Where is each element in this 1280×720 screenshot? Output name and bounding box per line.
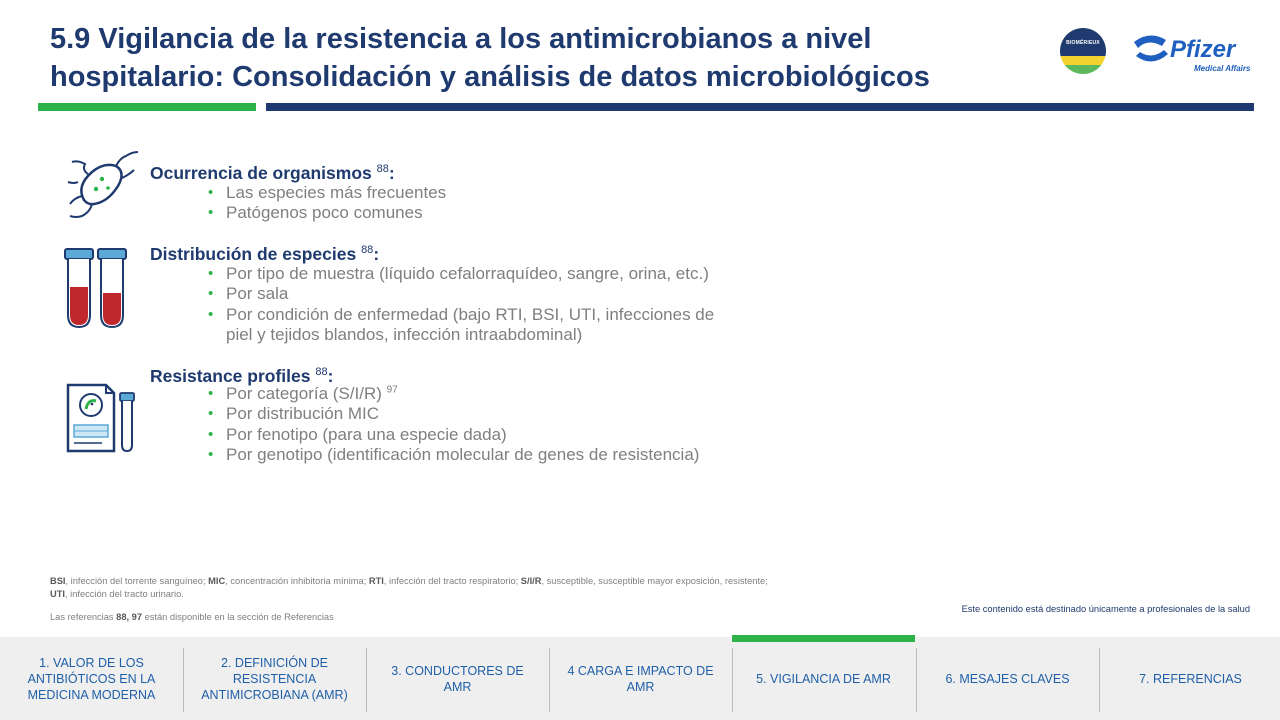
- pfizer-logo: [1130, 28, 1260, 78]
- section-species-distribution: [58, 243, 818, 353]
- section-navigation: [0, 637, 1280, 720]
- abbr-mic-def: , concentración inhibitoria mínima;: [225, 576, 369, 586]
- abbr-mic: MIC: [208, 576, 226, 586]
- nav-item-mensajes-claves[interactable]: [916, 637, 1099, 720]
- list-item: • Patógenos poco comunes: [208, 203, 446, 223]
- reference-superscript: 88: [315, 366, 328, 379]
- test-tubes-icon: [58, 243, 138, 333]
- page-title-line1: 5.9 Vigilancia de la resistencia a los antimicrobianos a nivel: [50, 23, 872, 55]
- biomerieux-logo-text: BIOMÉRIEUX: [1066, 40, 1100, 46]
- nav-item-label: 5. VIGILANCIA DE AMR: [756, 671, 891, 686]
- refnote-refs: 88, 97: [116, 612, 143, 622]
- abbr-sir-def: , susceptible, susceptible mayor exposición, resistente;: [541, 576, 768, 586]
- pfizer-emblem-icon: [1130, 28, 1172, 74]
- nav-item-carga-impacto[interactable]: [549, 637, 732, 720]
- list-item: • Las especies más frecuentes: [208, 183, 446, 203]
- section-bullet-list: [208, 264, 714, 345]
- nav-item-label: 3. CONDUCTORES DE AMR: [391, 663, 524, 694]
- section-resistance-profiles: [58, 365, 818, 465]
- reference-superscript: 88: [361, 244, 374, 257]
- biomerieux-logo-green: [1060, 65, 1106, 74]
- abbr-rti: RTI: [368, 576, 384, 586]
- list-item: • Por fenotipo (para una especie dada): [208, 425, 699, 445]
- abbr-sir: S/I/R: [520, 576, 542, 586]
- refnote-pre: Las referencias: [50, 612, 117, 622]
- list-item: [208, 384, 699, 404]
- title-underline-green: [38, 103, 256, 111]
- title-underline-blue: [266, 103, 1254, 111]
- section-title: [150, 244, 379, 265]
- nav-item-label: 2. DEFINICIÓN DE RESISTENCIA ANTIMICROBIANA (AMR): [201, 655, 348, 702]
- reference-superscript: 97: [386, 384, 398, 396]
- list-item-continuation: piel y tejidos blandos, infección intraabdominal): [226, 324, 583, 344]
- refnote-post: están disponible en la sección de Referencias: [142, 612, 334, 622]
- references-note: [50, 612, 334, 622]
- biomerieux-logo: [1060, 28, 1106, 74]
- reference-superscript: 88: [376, 163, 389, 176]
- section-title-text: Resistance profiles: [150, 366, 311, 386]
- section-title-text: Distribución de especies: [150, 244, 357, 264]
- biomerieux-logo-yellow: [1060, 56, 1106, 65]
- nav-item-referencias[interactable]: [1099, 637, 1280, 720]
- pfizer-wordmark: Pfizer: [1170, 36, 1236, 63]
- list-item: • Por distribución MIC: [208, 404, 699, 424]
- abbr-uti-def: , infección del tracto urinario.: [64, 589, 184, 599]
- abbr-bsi: BSI: [50, 576, 66, 586]
- pfizer-subtitle: Medical Affairs: [1194, 64, 1251, 73]
- bacteria-icon: [58, 146, 138, 222]
- hcp-disclaimer: Este contenido está destinado únicamente a profesionales de la salud: [961, 604, 1250, 614]
- abbreviations-footnote: [50, 575, 910, 601]
- section-title-colon: :: [327, 366, 334, 386]
- list-item: • Por tipo de muestra (líquido cefalorraquídeo, sangre, orina, etc.): [208, 264, 714, 284]
- nav-item-conductores-amr[interactable]: [366, 637, 549, 720]
- section-title-text: Ocurrencia de organismos: [150, 163, 372, 183]
- page-title: [50, 20, 1050, 96]
- nav-item-label: 7. REFERENCIAS: [1139, 671, 1242, 686]
- list-item-text: Por categoría (S/I/R): [226, 384, 382, 403]
- section-title: [150, 163, 395, 184]
- section-title-colon: :: [373, 244, 380, 264]
- lab-report-icon: [58, 365, 140, 457]
- section-bullet-list: [208, 384, 699, 465]
- abbr-rti-def: , infección del tracto respiratorio;: [383, 576, 521, 586]
- nav-item-definicion-amr[interactable]: [183, 637, 366, 720]
- section-title-colon: :: [388, 163, 395, 183]
- list-item: • Por genotipo (identificación molecular de genes de resistencia): [208, 445, 699, 465]
- abbr-bsi-def: , infección del torrente sanguíneo;: [65, 576, 209, 586]
- list-item: • Por sala: [208, 284, 714, 304]
- nav-item-label: 1. VALOR DE LOS ANTIBIÓTICOS EN LA MEDICINA MODERNA: [27, 655, 156, 702]
- abbr-uti: UTI: [50, 589, 65, 599]
- list-item: • Por condición de enfermedad (bajo RTI, BSI, UTI, infecciones de: [208, 305, 714, 325]
- section-organism-occurrence: [58, 146, 818, 226]
- nav-item-valor-antibioticos[interactable]: [0, 637, 183, 720]
- nav-item-label: 6. MESAJES CLAVES: [945, 671, 1070, 686]
- section-bullet-list: [208, 183, 446, 224]
- page-title-line2: hospitalario: Consolidación y análisis de datos microbiológicos: [50, 61, 930, 93]
- nav-item-label: 4 CARGA E IMPACTO DE AMR: [567, 663, 714, 694]
- nav-item-vigilancia-amr[interactable]: [732, 637, 915, 720]
